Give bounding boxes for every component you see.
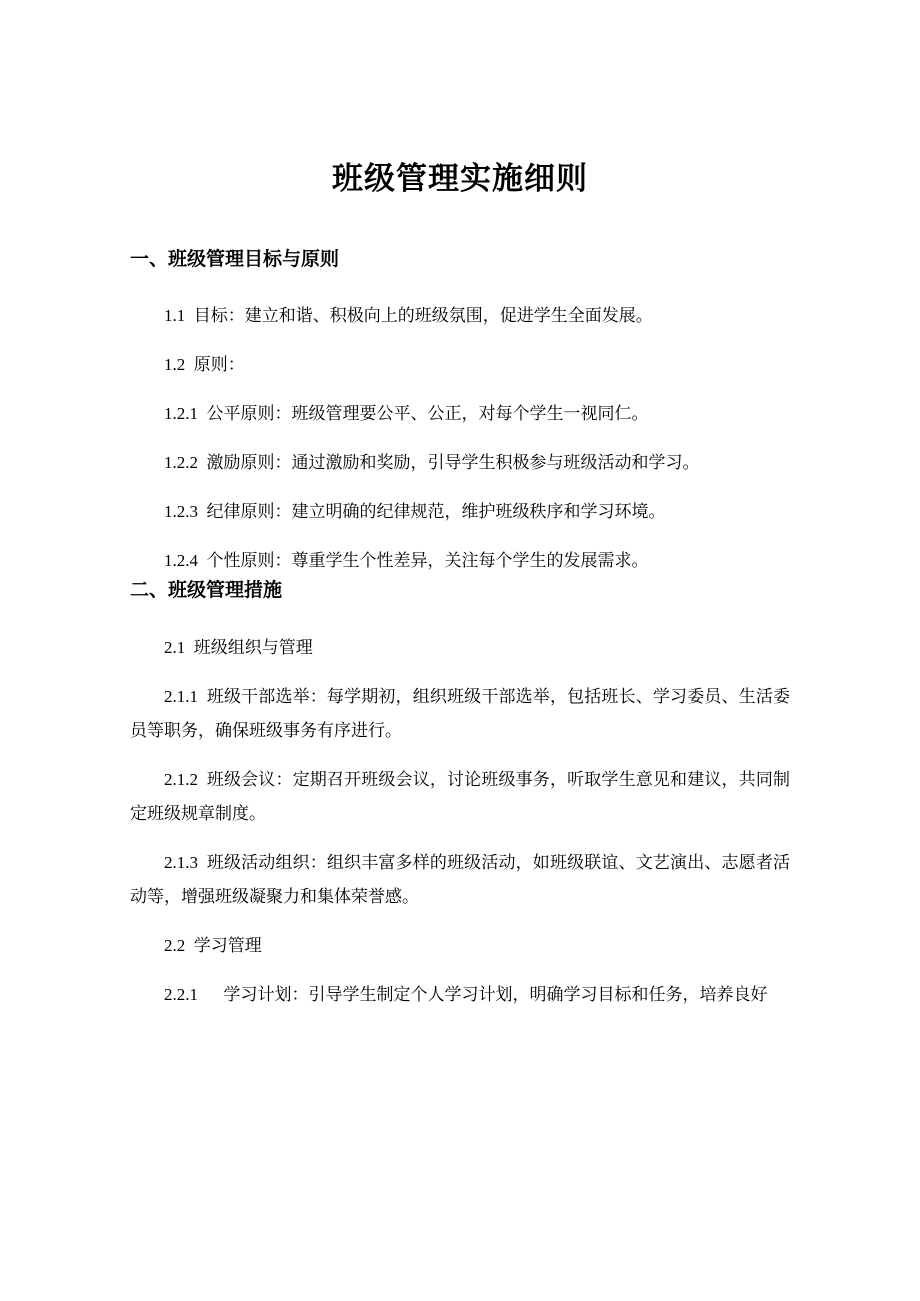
paragraph: 1.2 原则： bbox=[164, 355, 245, 375]
paragraph: 2.1 班级组织与管理 bbox=[164, 637, 313, 657]
section-goals-and-principles bbox=[130, 247, 790, 579]
paragraph: 2.2 学习管理 bbox=[164, 935, 262, 955]
section-heading: 二、班级管理措施 bbox=[130, 580, 283, 602]
section-management-measures bbox=[130, 578, 790, 1012]
paragraph: 2.1.3 班级活动组织：组织丰富多样的班级活动，如班级联谊、文艺演出、志愿者活动等，增强班级凝聚力和集体荣誉感。 bbox=[130, 852, 790, 906]
paragraph: 2.1.2 班级会议：定期召开班级会议，讨论班级事务，听取学生意见和建议，共同制定班级规章制度。 bbox=[130, 769, 790, 823]
paragraph: 1.1 目标：建立和谐、积极向上的班级氛围，促进学生全面发展。 bbox=[164, 306, 653, 326]
paragraph: 2.1.1 班级干部选举：每学期初，组织班级干部选举，包括班长、学习委员、生活委员等职务，确保班级事务有序进行。 bbox=[130, 686, 790, 740]
paragraph: 1.2.3 纪律原则：建立明确的纪律规范，维护班级秩序和学习环境。 bbox=[164, 502, 666, 522]
paragraph: 2.2.1 学习计划：引导学生制定个人学习计划，明确学习目标和任务，培养良好 bbox=[164, 984, 768, 1004]
paragraph: 1.2.2 激励原则：通过激励和奖励，引导学生积极参与班级活动和学习。 bbox=[164, 453, 700, 473]
document-title: 班级管理实施细则 bbox=[332, 161, 588, 196]
paragraph: 1.2.1 公平原则：班级管理要公平、公正，对每个学生一视同仁。 bbox=[164, 404, 649, 424]
paragraph: 1.2.4 个性原则：尊重学生个性差异，关注每个学生的发展需求。 bbox=[164, 551, 649, 571]
section-heading: 一、班级管理目标与原则 bbox=[130, 248, 340, 270]
